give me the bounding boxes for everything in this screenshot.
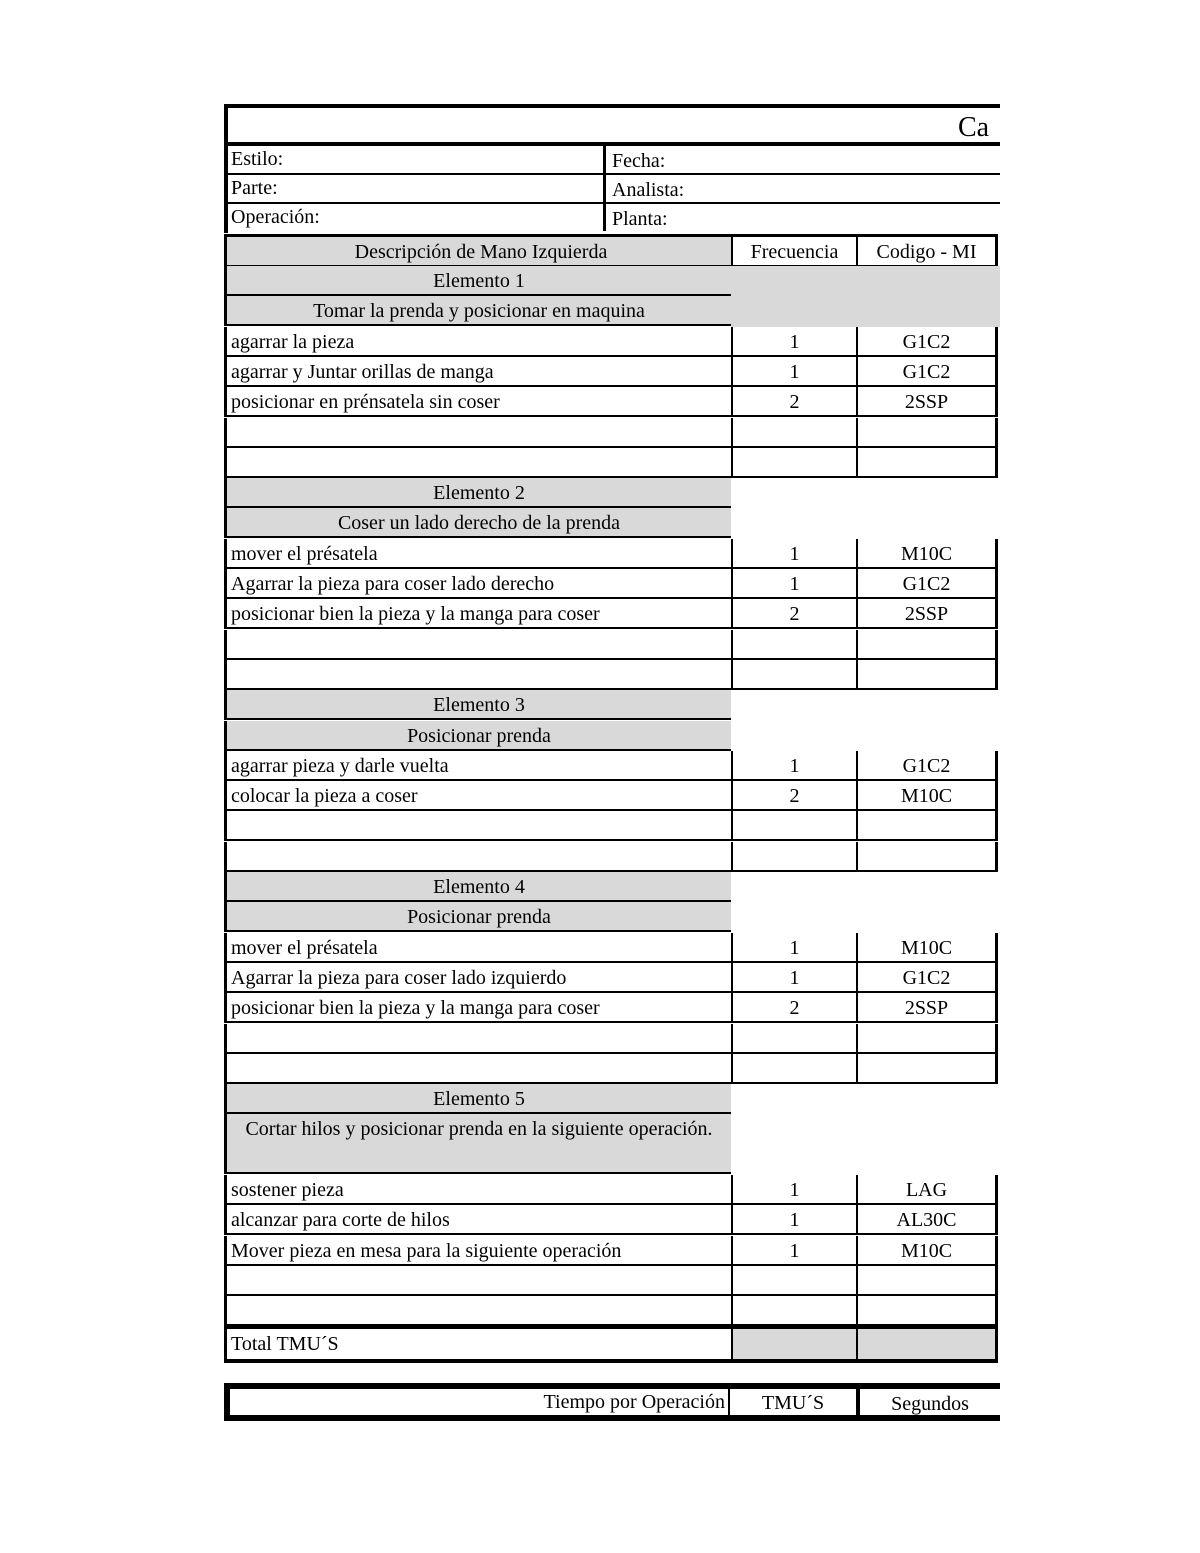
table-row <box>224 1175 1000 1205</box>
total-frequency-cell <box>731 1325 858 1363</box>
table-row <box>224 933 1000 963</box>
row-description: mover el présatela <box>224 539 731 569</box>
element-name: Posicionar prenda <box>224 902 731 932</box>
operacion-label: Operación: <box>228 204 606 231</box>
element-label: Elemento 2 <box>224 478 731 508</box>
element-label-row <box>224 690 1000 720</box>
blank-description <box>224 418 731 448</box>
blank-code <box>858 630 998 660</box>
row-code: M10C <box>858 539 998 569</box>
row-code: G1C2 <box>858 357 998 387</box>
row-description: posicionar bien la pieza y la manga para coser <box>224 993 731 1023</box>
blank-frequency <box>731 1054 858 1084</box>
blank-code <box>858 842 998 872</box>
blank-code <box>858 1266 998 1296</box>
row-description: Agarrar la pieza para coser lado derecho <box>224 569 731 599</box>
element-label-row <box>224 872 1000 902</box>
table-row <box>224 387 1000 417</box>
row-description: agarrar pieza y darle vuelta <box>224 751 731 781</box>
blank-code <box>858 1024 998 1054</box>
element-label: Elemento 5 <box>224 1084 731 1114</box>
blank-row <box>224 842 1000 872</box>
row-code: 2SSP <box>858 599 998 629</box>
element-name: Tomar la prenda y posicionar en maquina <box>224 296 731 326</box>
row-code: AL30C <box>858 1205 998 1235</box>
table-row <box>224 539 1000 569</box>
blank-code <box>858 418 998 448</box>
blank-frequency <box>731 660 858 690</box>
blank-frequency <box>731 448 858 478</box>
row-frequency: 1 <box>731 1236 858 1266</box>
row-description: colocar la pieza a coser <box>224 781 731 811</box>
row-code: G1C2 <box>858 327 998 357</box>
blank-frequency <box>731 418 858 448</box>
table-row <box>224 781 1000 811</box>
row-description: Agarrar la pieza para coser lado izquierdo <box>224 963 731 993</box>
col-frecuencia: Frecuencia <box>731 234 858 267</box>
row-code: M10C <box>858 781 998 811</box>
row-frequency: 2 <box>731 599 858 629</box>
header-row-estilo <box>224 146 1000 175</box>
element-name-row <box>224 721 1000 751</box>
blank-row <box>224 448 1000 478</box>
element-name: Posicionar prenda <box>224 721 731 751</box>
element-label-row <box>224 266 1000 296</box>
row-frequency: 2 <box>731 993 858 1023</box>
table-row <box>224 569 1000 599</box>
row-frequency: 1 <box>731 569 858 599</box>
blank-row <box>224 1054 1000 1084</box>
table-row <box>224 993 1000 1023</box>
table-row <box>224 327 1000 357</box>
row-frequency: 1 <box>731 963 858 993</box>
element-label-row <box>224 1084 1000 1114</box>
blank-code <box>858 660 998 690</box>
element-label-row <box>224 478 1000 508</box>
table-row <box>224 751 1000 781</box>
total-code-cell <box>858 1325 998 1363</box>
blank-frequency <box>731 1266 858 1296</box>
row-code: 2SSP <box>858 387 998 417</box>
row-description: agarrar la pieza <box>224 327 731 357</box>
table-row <box>224 963 1000 993</box>
blank-row <box>224 811 1000 841</box>
tiempo-tmus: TMU´S <box>730 1389 860 1415</box>
row-frequency: 1 <box>731 327 858 357</box>
row-code: G1C2 <box>858 569 998 599</box>
tiempo-row <box>224 1383 1000 1421</box>
sheet-title-bar <box>224 104 1000 146</box>
col-codigo: Codigo - MI <box>858 234 998 267</box>
blank-description <box>224 811 731 841</box>
row-description: alcanzar para corte de hilos <box>224 1205 731 1235</box>
blank-row <box>224 660 1000 690</box>
tiempo-segundos: Segundos <box>891 1392 969 1415</box>
blank-frequency <box>731 630 858 660</box>
row-frequency: 2 <box>731 781 858 811</box>
row-frequency: 2 <box>731 387 858 417</box>
blank-description <box>224 630 731 660</box>
table-row <box>224 599 1000 629</box>
row-code: G1C2 <box>858 751 998 781</box>
planta-label: Planta: <box>612 208 668 230</box>
blank-description <box>224 1054 731 1084</box>
element-name-row <box>224 296 1000 326</box>
total-label: Total TMU´S <box>224 1325 731 1363</box>
header-row-operacion <box>224 204 1000 233</box>
element-name-row <box>224 1114 1000 1174</box>
row-code: G1C2 <box>858 963 998 993</box>
table-row <box>224 1205 1000 1235</box>
blank-description <box>224 1296 731 1326</box>
row-frequency: 1 <box>731 539 858 569</box>
element-label: Elemento 1 <box>224 266 731 296</box>
blank-frequency <box>731 1024 858 1054</box>
row-frequency: 1 <box>731 1175 858 1205</box>
row-description: Mover pieza en mesa para la siguiente operación <box>224 1236 731 1266</box>
element-name: Cortar hilos y posicionar prenda en la siguiente operación. <box>224 1114 731 1174</box>
table-row <box>224 357 1000 387</box>
blank-code <box>858 811 998 841</box>
blank-row <box>224 1024 1000 1054</box>
blank-code <box>858 1296 998 1326</box>
row-code: 2SSP <box>858 993 998 1023</box>
fecha-label: Fecha: <box>612 150 666 172</box>
row-description: agarrar y Juntar orillas de manga <box>224 357 731 387</box>
row-frequency: 1 <box>731 357 858 387</box>
element-label: Elemento 4 <box>224 872 731 902</box>
row-code: M10C <box>858 933 998 963</box>
element-name: Coser un lado derecho de la prenda <box>224 508 731 538</box>
tiempo-label: Tiempo por Operación <box>230 1389 730 1415</box>
row-description: posicionar en prénsatela sin coser <box>224 387 731 417</box>
blank-description <box>224 1266 731 1296</box>
total-row <box>224 1325 1000 1363</box>
blank-frequency <box>731 811 858 841</box>
col-descripcion: Descripción de Mano Izquierda <box>224 234 731 267</box>
blank-row <box>224 1296 1000 1326</box>
row-frequency: 1 <box>731 1205 858 1235</box>
blank-code <box>858 448 998 478</box>
sheet-title: Ca <box>958 112 990 143</box>
row-code: LAG <box>858 1175 998 1205</box>
blank-frequency <box>731 842 858 872</box>
row-code: M10C <box>858 1236 998 1266</box>
parte-label: Parte: <box>228 175 606 202</box>
analista-label: Analista: <box>612 179 685 201</box>
blank-code <box>858 1054 998 1084</box>
element-name-row <box>224 902 1000 932</box>
blank-description <box>224 660 731 690</box>
blank-description <box>224 448 731 478</box>
row-description: posicionar bien la pieza y la manga para coser <box>224 599 731 629</box>
header-row-parte <box>224 175 1000 204</box>
blank-row <box>224 1266 1000 1296</box>
blank-description <box>224 1024 731 1054</box>
blank-frequency <box>731 1296 858 1326</box>
row-description: mover el présatela <box>224 933 731 963</box>
row-frequency: 1 <box>731 933 858 963</box>
row-frequency: 1 <box>731 751 858 781</box>
row-description: sostener pieza <box>224 1175 731 1205</box>
element-name-row <box>224 508 1000 538</box>
element-label: Elemento 3 <box>224 690 731 720</box>
table-row <box>224 1236 1000 1266</box>
blank-row <box>224 418 1000 448</box>
column-header-row <box>224 234 1000 267</box>
blank-row <box>224 630 1000 660</box>
estilo-label: Estilo: <box>228 146 606 173</box>
blank-description <box>224 842 731 872</box>
